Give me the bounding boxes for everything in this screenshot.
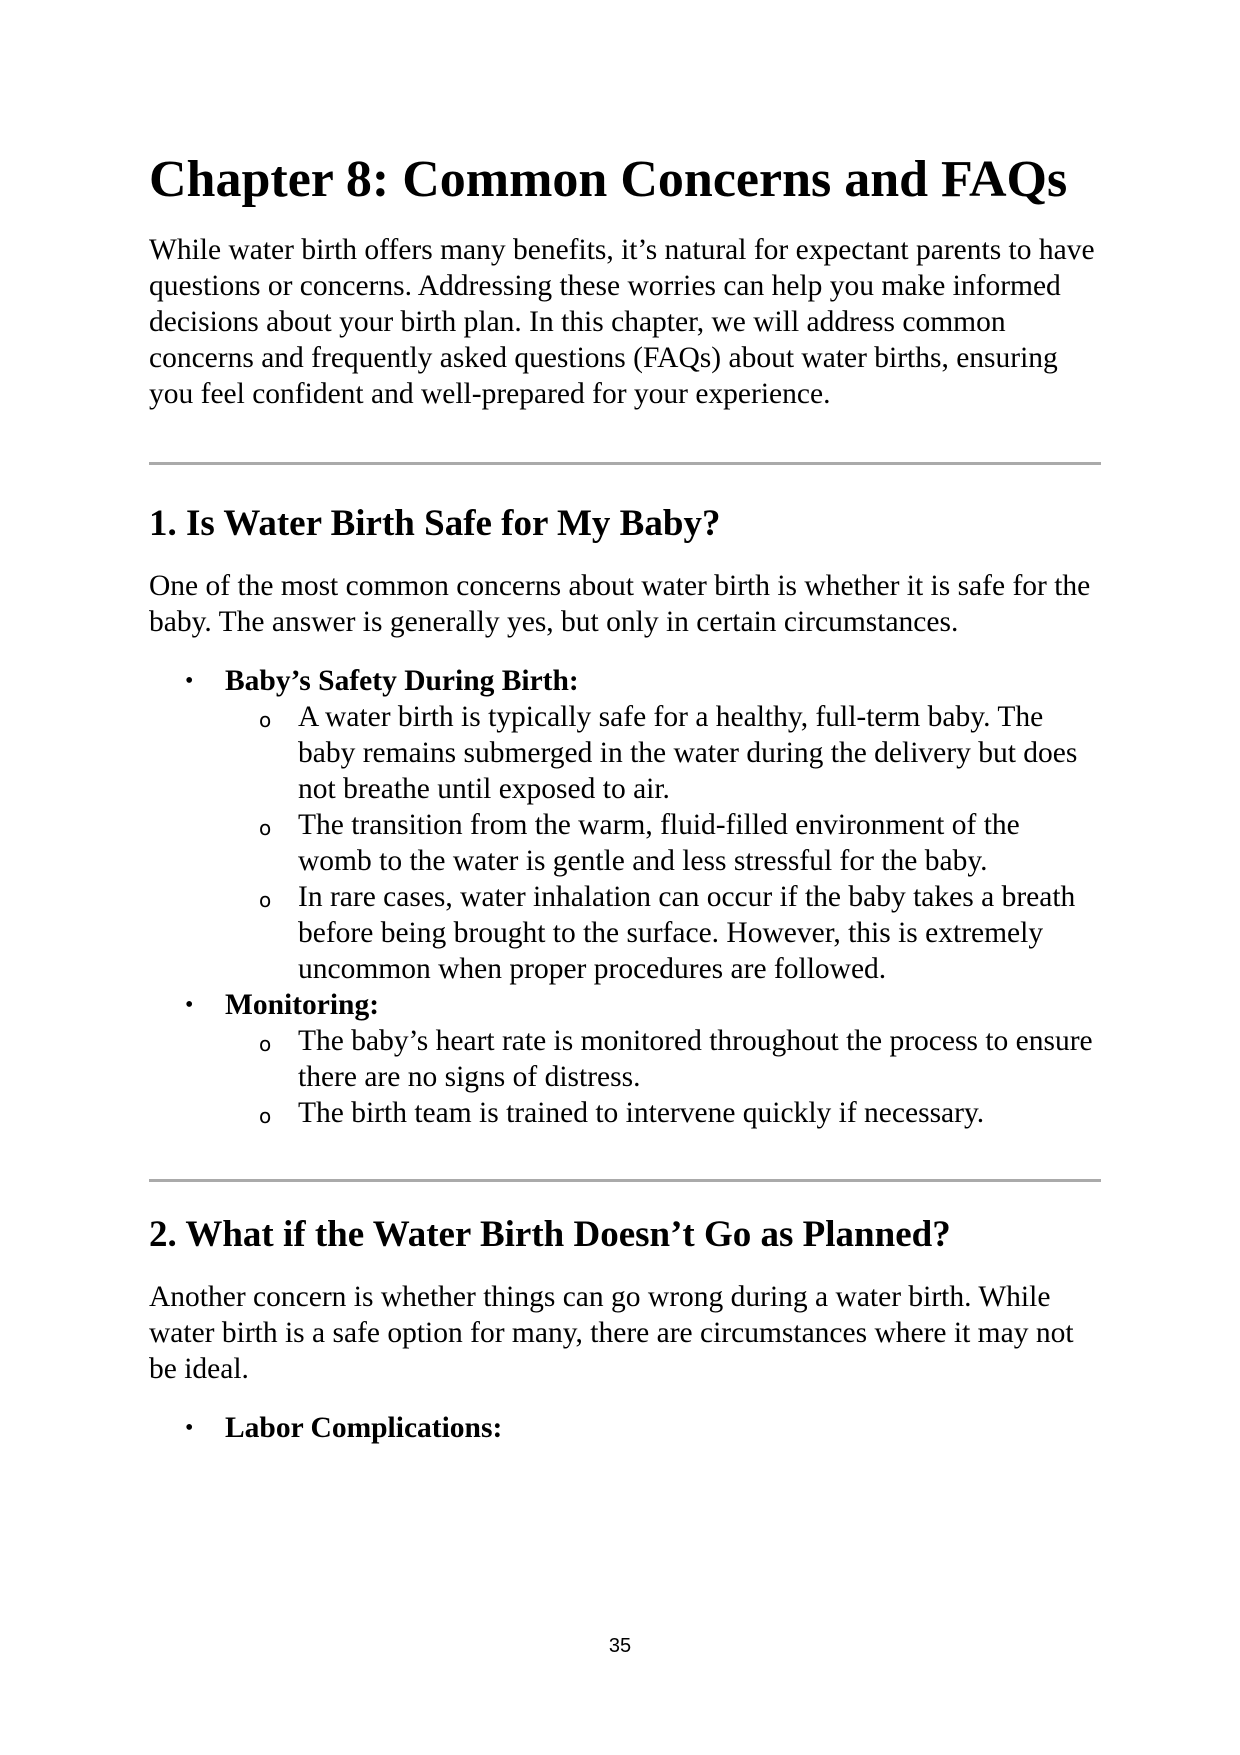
sub-list: [149, 699, 1099, 987]
list-item-label: Baby’s Safety During Birth:: [225, 665, 579, 697]
sub-list: [149, 1023, 1099, 1131]
list-item: [149, 663, 1099, 987]
list-item: [149, 1410, 1099, 1446]
sub-bullet-icon: o: [259, 816, 272, 840]
sub-list-item: [149, 879, 1099, 987]
section-2-intro: Another concern is whether things can go wrong during a water birth. While water birth is a safe option for many, there are circumstances where it may not be ideal.: [149, 1281, 1074, 1385]
list-item-label: Monitoring:: [225, 989, 380, 1021]
sub-list-item: [149, 699, 1099, 807]
sub-list-item-text: The baby’s heart rate is monitored throughout the process to ensure there are no signs of distress.: [298, 1025, 1093, 1093]
bullet-icon: •: [185, 1415, 194, 1441]
list-item-label: Labor Complications:: [225, 1412, 503, 1444]
sub-list-item-text: The transition from the warm, fluid-filled environment of the womb to the water is gentle and less stressful for the baby.: [298, 809, 1020, 877]
section-1-list: [149, 663, 1099, 1131]
section-divider: [149, 1179, 1101, 1182]
chapter-intro: While water birth offers many benefits, it’s natural for expectant parents to have questions or concerns. Addressing these worries can help you make informed decisions about your birth plan. In this chapter, we will address common concerns and frequently asked questions (FAQs) about water births, ensuring you feel confident and well-prepared for your experience.: [149, 234, 1095, 410]
section-2-heading: 2. What if the Water Birth Doesn’t Go as Planned?: [149, 1214, 951, 1255]
sub-bullet-icon: o: [259, 1032, 272, 1056]
sub-list-item-text: In rare cases, water inhalation can occur if the baby takes a breath before being brought to the surface. However, this is extremely uncommon when proper procedures are followed.: [298, 881, 1076, 985]
chapter-title: Chapter 8: Common Concerns and FAQs: [149, 151, 1068, 208]
bullet-icon: •: [185, 668, 194, 694]
section-2-list: [149, 1410, 1099, 1446]
page-content: [149, 148, 1099, 1446]
sub-bullet-icon: o: [259, 1104, 272, 1128]
section-1-heading: 1. Is Water Birth Safe for My Baby?: [149, 503, 721, 544]
sub-bullet-icon: o: [259, 888, 272, 912]
section-divider: [149, 462, 1101, 465]
sub-list-item: [149, 807, 1099, 879]
bullet-icon: •: [185, 992, 194, 1018]
sub-list-item: [149, 1023, 1099, 1095]
sub-list-item-text: A water birth is typically safe for a healthy, full-term baby. The baby remains submerged in the water during the delivery but does not breathe until exposed to air.: [298, 701, 1078, 805]
list-item: [149, 987, 1099, 1131]
sub-list-item: [149, 1095, 1099, 1131]
section-1-intro: One of the most common concerns about water birth is whether it is safe for the baby. The answer is generally yes, but only in certain circumstances.: [149, 570, 1091, 638]
sub-bullet-icon: o: [259, 708, 272, 732]
page-number: 35: [608, 1635, 632, 1657]
sub-list-item-text: The birth team is trained to intervene quickly if necessary.: [298, 1097, 985, 1129]
